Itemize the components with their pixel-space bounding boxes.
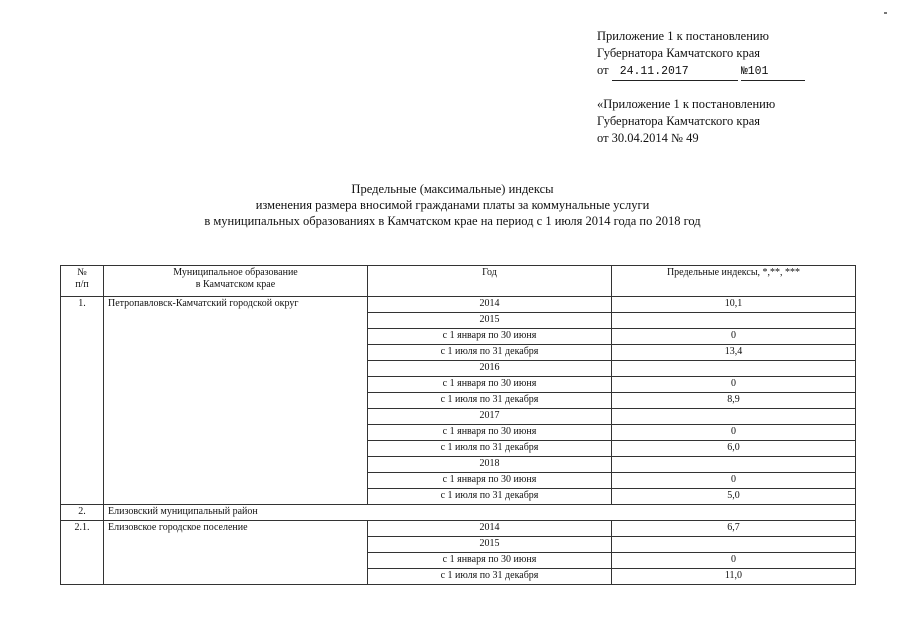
- header-num-line-2: п/п: [75, 279, 89, 290]
- period-cell: 2017: [368, 409, 612, 425]
- header-municipality-line-1: Муниципальное образование: [173, 267, 298, 278]
- header-line-1: Приложение 1 к постановлению: [597, 29, 769, 43]
- period-cell: с 1 января по 30 июня: [368, 553, 612, 569]
- index-value-cell: 13,4: [612, 345, 856, 361]
- index-value-cell: 8,9: [612, 393, 856, 409]
- row-number: 2.1.: [61, 521, 104, 585]
- index-value-cell: 0: [612, 329, 856, 345]
- period-cell: 2015: [368, 313, 612, 329]
- index-value-cell: 0: [612, 553, 856, 569]
- index-value-cell: [612, 313, 856, 329]
- table-row: [61, 521, 856, 537]
- period-cell: с 1 января по 30 июня: [368, 329, 612, 345]
- from-label: от: [597, 63, 609, 77]
- title-line-1: Предельные (максимальные) индексы: [351, 182, 554, 196]
- header-num: [61, 266, 104, 297]
- header-index: Предельные индексы, *,**, ***: [612, 266, 856, 297]
- municipality-name: Елизовский муниципальный район: [104, 505, 856, 521]
- scan-mark: [884, 12, 887, 14]
- period-cell: с 1 июля по 31 декабря: [368, 569, 612, 585]
- municipality-name: Елизовское городское поселение: [104, 521, 368, 585]
- period-cell: с 1 июля по 31 декабря: [368, 393, 612, 409]
- index-value-cell: 5,0: [612, 489, 856, 505]
- decree-date: 24.11.2017: [612, 63, 738, 81]
- indices-table: [60, 265, 856, 585]
- row-number: 2.: [61, 505, 104, 521]
- index-value-cell: [612, 537, 856, 553]
- title-line-3: в муниципальных образованиях в Камчатском крае на период с 1 июля 2014 года по 2018 год: [204, 214, 701, 228]
- index-value-cell: 0: [612, 473, 856, 489]
- previous-decree-header: [597, 96, 775, 147]
- period-cell: с 1 июля по 31 декабря: [368, 489, 612, 505]
- index-value-cell: [612, 361, 856, 377]
- header-municipality-line-2: в Камчатском крае: [195, 279, 276, 290]
- header-municipality: [104, 266, 368, 297]
- index-value-cell: 11,0: [612, 569, 856, 585]
- period-cell: с 1 июля по 31 декабря: [368, 441, 612, 457]
- period-cell: с 1 июля по 31 декабря: [368, 345, 612, 361]
- index-value-cell: 10,1: [612, 297, 856, 313]
- index-value-cell: 6,0: [612, 441, 856, 457]
- index-value-cell: 0: [612, 425, 856, 441]
- header-date-line: [597, 62, 805, 81]
- period-cell: 2014: [368, 297, 612, 313]
- header-line-2: Губернатора Камчатского края: [597, 46, 761, 60]
- index-value-cell: 0: [612, 377, 856, 393]
- municipality-name: Петропавловск-Камчатский городской округ: [104, 297, 368, 505]
- period-cell: с 1 января по 30 июня: [368, 425, 612, 441]
- prev-header-line-1: «Приложение 1 к постановлению: [597, 97, 776, 111]
- period-cell: 2015: [368, 537, 612, 553]
- period-cell: 2014: [368, 521, 612, 537]
- prev-header-line-3: от 30.04.2014 № 49: [597, 131, 699, 145]
- period-cell: с 1 января по 30 июня: [368, 377, 612, 393]
- current-decree-header: [597, 28, 805, 81]
- header-year: Год: [368, 266, 612, 297]
- period-cell: с 1 января по 30 июня: [368, 473, 612, 489]
- prev-header-line-2: Губернатора Камчатского края: [597, 114, 761, 128]
- document-title: [0, 181, 905, 229]
- table-row: [61, 505, 856, 521]
- header-num-line-1: №: [77, 267, 87, 278]
- title-line-2: изменения размера вносимой гражданами платы за коммунальные услуги: [255, 198, 650, 212]
- index-value-cell: [612, 409, 856, 425]
- table-header-row: [61, 266, 856, 297]
- period-cell: 2018: [368, 457, 612, 473]
- index-value-cell: [612, 457, 856, 473]
- period-cell: 2016: [368, 361, 612, 377]
- table-row: [61, 297, 856, 313]
- index-value-cell: 6,7: [612, 521, 856, 537]
- decree-number: №101: [741, 63, 805, 81]
- row-number: 1.: [61, 297, 104, 505]
